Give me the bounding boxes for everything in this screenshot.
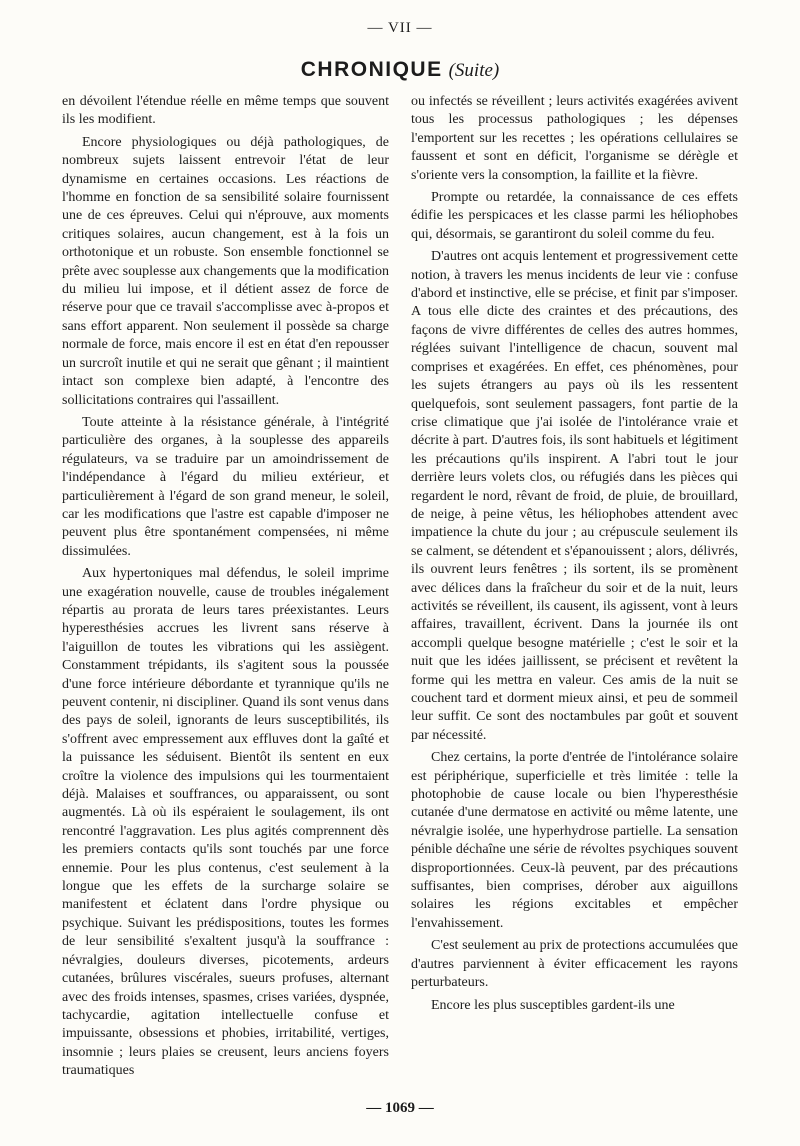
- text-columns: [62, 93, 738, 1093]
- paragraph: Aux hypertoniques mal défendus, le soleil imprime une exagération nouvelle, cause de troubles inégalement répartis au prorata de leurs tares préexistantes. Leurs hyperesthésies accrues les livrent sans réserve à l'aiguillon de toutes les vibrations qui les assiègent. Constamment trépidants, ils s'agitent sous la poussée d'une force intérieure débordante et tyrannique qu'ils ne peuvent contenir, ni discipliner. Quand ils sont venus dans des pays de soleil, ignorants de leurs susceptibilités, ils s'offrent avec empressement aux effluves dont la gaîté et la puissance les séduisent. Bientôt ils sentent en eux croître la violence des impulsions qui les tourmentaient déjà. Malaises et souffrances, ou apparaissent, ou sont augmentés. Là où ils espéraient le soulagement, ils ont rencontré l'aggravation. Les plus agités comprennent dès les premiers contacts qu'ils sont touchés par une force ennemie. Pour les plus contenus, c'est seulement à la longue que les effets de la surcharge solaire se manifestent et éclatent dans l'ordre physique ou psychique. Suivant les prédispositions, toutes les formes de leur sensibilité s'exaltent jusqu'à la souffrance : névralgies, douleurs diverses, picotements, ardeurs cutanées, brûlures viscérales, sueurs profuses, alternant avec des froids intenses, spasmes, crises variées, dyspnée, tachycardie, agitation intellectuelle confuse et impuissante, obsessions et phobies, irritabilité, vertiges, insomnie ; leurs plaies se creusent, leurs anciens foyers traumatiques: [62, 566, 389, 1079]
- section-title-subtitle: (Suite): [448, 60, 500, 81]
- section-title-main: CHRONIQUE: [300, 58, 443, 81]
- page-header-roman: — VII —: [367, 20, 433, 36]
- paragraph: Encore physiologiques ou déjà pathologiques, de nombreux sujets laissent entrevoir l'état de leur dynamisme en certaines occasions. Les réactions de l'homme en fonction de sa sensibilité solaire fournissent une de ces épreuves. Celui qui n'éprouve, aux moments critiques solaires, aucun changement, est à la fois un orthotonique et un robuste. Son ensemble fonctionnel se prête avec souplesse aux changements que la modification du milieu lui impose, et il détient assez de force de réserve pour que ce travail s'accomplisse avec à-propos et sans effort apparent. Non seulement il possède sa charge normale de force, mais encore il est en état d'en repousser un surcroît inutile et qui ne serait que gênant ; il maintient intact son complexe bien adapté, à l'encontre des sollicitations contraires qui l'assaillent.: [62, 134, 389, 408]
- right-column: [411, 93, 738, 1093]
- paragraph: Toute atteinte à la résistance générale, à l'intégrité particulière des organes, à la souplesse des appareils régulateurs, va se traduire par un amoindrissement de l'indépendance à l'égard du milieu extérieur, et particulièrement à l'égard de son grand meneur, le soleil, car les modifications que l'astre est capable d'imposer ne peuvent plus être spontanément compensées, ni même dissimulées.: [62, 414, 389, 559]
- paragraph: Chez certains, la porte d'entrée de l'intolérance solaire est périphérique, superficielle et très limitée : telle la photophobie de cause locale ou bien l'hyperesthésie cutanée d'une dermatose en activité ou même latente, une névralgie isolée, une hyperhydrose partielle. La sensation pénible déchaîne une série de révoltes psychiques souvent disproportionnées. Ceux-là peuvent, par des précautions suffisantes, bien comprises, dérober aux aiguillons solaires les régions excitables et empêcher l'envahissement.: [411, 750, 738, 931]
- paragraph: en dévoilent l'étendue réelle en même temps que souvent ils les modifient.: [62, 94, 389, 128]
- paragraph: C'est seulement au prix de protections accumulées que d'autres parviennent à éviter efficacement les rayons perturbateurs.: [411, 938, 738, 991]
- paragraph: D'autres ont acquis lentement et progressivement cette notion, à travers les menus incidents de leur vie : confuse d'abord et instinctive, elle se précise, et finit par s'imposer. A tous elle dicte des craintes et des précautions, des façons de vivre différentes de celles des autres hommes, réglées suivant l'intelligence de chacun, souvent mal comprises et exagérées. En effet, ces phénomènes, pour les sujets étrangers au pays où ils les ressentent quelquefois, sont seulement passagers, font partie de la crise climatique que j'ai isolée de l'intolérance vraie et décrite à part. D'autres fois, ils sont habituels et légitiment les précautions qu'ils inspirent. A l'abri tout le jour derrière leurs volets clos, ou réfugiés dans les pièces qui regardent le nord, rêvant de froid, de pluie, de brouillard, de neige, à peine vêtus, les héliophobes attendent avec impatience la chute du jour ; au crépuscule seulement ils se calment, se détendent et s'épanouissent ; alors, délivrés, ils ouvrent leurs fenêtres ; ils sortent, ils se promènent avec délices dans la fraîcheur du soir et de la nuit, leurs activités se réveillent, ils causent, ils agissent, vont à leurs affaires, travaillent, écrivent. Dans la journée ils ont accompli quelque besogne matérielle ; c'est le soir et la nuit que les idées jaillissent, se précisent et revêtent la forme qui les mettra en valeur. Ces amis de la nuit se couchent tard et dorment mieux ainsi, et peu de sommeil leur suffit. Ce sont des noctambules par goût et souvent par nécessité.: [411, 249, 738, 743]
- left-column: [62, 93, 389, 1093]
- paragraph: Encore les plus susceptibles gardent-ils une: [431, 997, 675, 1013]
- paragraph: ou infectés se réveillent ; leurs activités exagérées avivent tous les processus pathologiques ; les dépenses l'emportent sur les recettes ; les opérations cellulaires se faussent et sont en déficit, l'organisme se dérègle et s'oriente vers la consomption, la faillite et la fièvre.: [411, 94, 738, 183]
- paragraph: Prompte ou retardée, la connaissance de ces effets édifie les perspicaces et les classe parmi les héliophobes qui, désormais, se garantiront du soleil comme du feu.: [411, 190, 738, 242]
- section-title: [0, 58, 800, 82]
- page-number-footer: — 1069 —: [366, 1100, 434, 1116]
